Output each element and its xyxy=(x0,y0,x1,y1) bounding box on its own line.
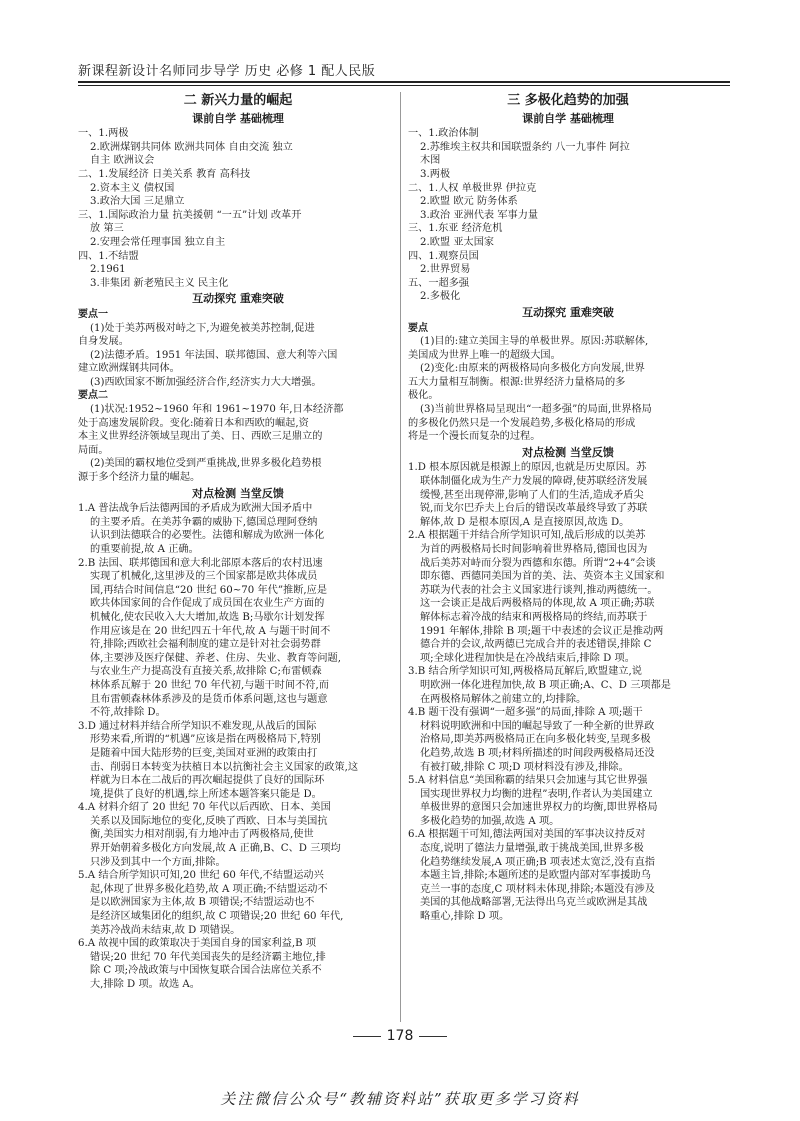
text-line: (3)当前世界格局呈现出“一超多强”的局面,世界格局 xyxy=(420,404,652,416)
text-line: 与农业生产力提高没有直接关系,故排除 C;布雷顿森 xyxy=(90,666,322,678)
text-line: 6.A 故视中国的政策取决于美国自身的国家利益,B 项 xyxy=(78,938,317,950)
text-line: 锐,而戈尔巴乔夫上台后的错误改革最终导致了苏联 xyxy=(420,503,648,515)
text-line: 自主 欧洲议会 xyxy=(90,155,155,167)
check-answers xyxy=(408,461,728,923)
header-rule-thin xyxy=(78,85,730,86)
text-line: 界开始朝着多极化方向发展,故 A 正确,B、C、D 三项均 xyxy=(90,843,341,855)
text-line: 自身发展。 xyxy=(78,336,129,348)
text-line: 2.B 法国、联邦德国和意大利北部原本落后的农村迅速 xyxy=(78,557,323,569)
text-line: 起,体现了世界多极化趋势,故 A 项正确;不结盟运动不 xyxy=(90,883,328,895)
text-line: 击、削弱日本转变为扶植日本以抗衡社会主义国家的政策,这 xyxy=(90,761,359,773)
text-line: 3.政治 亚洲代表 军事力量 xyxy=(420,209,539,221)
text-line: 治格局,即美苏两极格局正在向多极化转变,呈现多极 xyxy=(420,734,651,746)
text-line: 二、1.人权 单极世界 伊拉克 xyxy=(408,182,537,194)
text-line: 2.世界贸易 xyxy=(420,264,471,276)
text-line: 处于高速发展阶段。变化:随着日本和西欧的崛起,资 xyxy=(78,417,309,429)
text-line: 为首的两极格局长时间影响着世界格局,德国也因为 xyxy=(420,544,648,555)
text-line: 2.1961 xyxy=(90,264,126,276)
running-header: 新课程新设计名师同步导学 历史 必修 1 配人民版 xyxy=(78,64,376,79)
text-line: 1991 年解体,排除 B 项;题干中表述的会议正是推动两 xyxy=(420,625,664,637)
text-line: 材料说明欧洲和中国的崛起导致了一种全新的世界政 xyxy=(420,720,655,732)
text-line: 是经济区域集团化的组织,故 C 项错误;20 世纪 60 年代, xyxy=(90,911,344,923)
text-line: 2.安理会常任理事国 独立自主 xyxy=(90,236,226,248)
text-line: 3.B 结合所学知识可知,两极格局瓦解后,欧盟建立,说 xyxy=(408,666,642,678)
text-line: 缓慢,甚至出现停滞,影响了人们的生活,造成矛盾尖 xyxy=(420,489,644,501)
text-line: 2.欧盟 欧元 防务体系 xyxy=(420,196,518,208)
text-line: 一、1.两极 xyxy=(78,128,129,140)
text-line: 局面。 xyxy=(78,444,109,456)
text-line: 4.B 题干没有强调“一超多强”的局面,排除 A 项;题干 xyxy=(408,707,643,719)
text-line: 2.资本主义 债权国 xyxy=(90,182,175,194)
text-line: 苏联为代表的社会主义国家进行谈判,推动两德统一。 xyxy=(420,584,658,596)
text-line: 国实现世界权力均衡的进程”表明,作者认为美国建立 xyxy=(420,788,653,800)
text-line: 多极化趋势的加强,故选 A 项。 xyxy=(420,815,560,827)
text-line: 只涉及到其中一个方面,排除。 xyxy=(90,856,226,868)
text-line: 四、1.观察员国 xyxy=(408,250,479,262)
text-line: (1)目的:建立美国主导的单极世界。原因:苏联解体, xyxy=(420,336,649,348)
footer-note: 关注微信公众号“教辅资料站”获取更多学习资料 xyxy=(220,1090,580,1108)
text-line: 项;全球化进程加快是在冷战结束后,排除 D 项。 xyxy=(420,652,635,664)
text-line: 略重心,排除 D 项。 xyxy=(420,911,510,923)
text-line: 3.政治大国 三足鼎立 xyxy=(90,196,185,208)
text-line: 化趋势,故选 B 项;材料所描述的时间段两极格局还没 xyxy=(420,747,655,759)
text-line: 且布雷顿森林体系涉及的是货币体系问题,这也与题意 xyxy=(90,693,328,705)
text-line: 5.A 结合所学知识可知,20 世纪 60 年代,不结盟运动兴 xyxy=(78,870,324,882)
text-line: 本主义世界经济领域呈现出了美、日、西欧三足鼎立的 xyxy=(78,431,323,443)
text-line: 联体制僵化成为生产力发展的障碍,使苏联经济发展 xyxy=(420,476,648,488)
text-line: 极化。 xyxy=(408,390,439,402)
text-line: 美苏冷战尚未结束,故 D 项错误。 xyxy=(90,924,241,936)
key-point-label: 要点一 xyxy=(78,308,108,320)
text-line: 错误;20 世纪 70 年代美国丧失的是经济霸主地位,排 xyxy=(90,951,326,963)
right-column xyxy=(408,92,728,924)
text-line: 作用应该是在 20 世纪四五十年代,故 A 与题干时间不 xyxy=(90,625,331,637)
explore-title: 互动探究 重难突破 xyxy=(522,305,614,319)
text-line: 的多极化仍然只是一个发展趋势,多极化格局的形成 xyxy=(408,417,636,429)
text-line: 2.欧盟 亚太国家 xyxy=(420,236,495,248)
text-line: 是以欧洲国家为主体,故 B 项错误;不结盟运动也不 xyxy=(90,897,315,909)
header-rule xyxy=(78,81,730,83)
text-line: 认识到法德联合的必要性。法德和解成为欧洲一体化 xyxy=(90,530,325,542)
pre-study-answers xyxy=(408,127,728,304)
pre-study-answers xyxy=(78,127,398,290)
text-line: 二、1.发展经济 日美关系 教育 高科技 xyxy=(78,168,251,180)
text-line: 机械化,使农民收入大大增加,故选 B;马歇尔计划发挥 xyxy=(90,611,325,623)
text-line: 1.D 根本原因就是根源上的原因,也就是历史原因。苏 xyxy=(408,462,647,474)
text-line: 大,排除 D 项。故选 A。 xyxy=(90,979,200,990)
text-line: 林体系瓦解于 20 世纪 70 年代初,与题干时间不符,而 xyxy=(90,679,329,691)
text-line: 放 第三 xyxy=(90,223,124,235)
text-line: 的主要矛盾。在美苏争霸的威胁下,德国总理阿登纳 xyxy=(90,516,318,528)
text-line: 这一会谈正是战后两极格局的体现,故 A 项正确;苏联 xyxy=(420,598,655,610)
text-line: 2.苏维埃主权共和国联盟条约 八一九事件 阿拉 xyxy=(420,141,630,153)
check-title: 对点检测 当堂反馈 xyxy=(522,445,614,459)
text-line: 明欧洲一体化进程加快,故 B 项正确;A、C、D 三项都是 xyxy=(420,679,671,691)
text-line: 国,再结合时间信息“20 世纪 60~70 年代”推断,应是 xyxy=(90,584,328,596)
key-point-label: 要点二 xyxy=(78,390,108,402)
text-line: 建立欧洲煤钢共同体。 xyxy=(78,363,180,375)
text-line: (2)法德矛盾。1951 年法国、联邦德国、意大利等六国 xyxy=(90,349,338,361)
text-line: 德合并的会议,故两德已完成合并的表述错误,排除 C xyxy=(420,639,652,651)
text-line: 体,主要涉及医疗保健、养老、住房、失业、教育等问题, xyxy=(90,652,341,664)
text-line: 实现了机械化,这里涉及的三个国家都是欧共体成员 xyxy=(90,571,318,583)
text-line: 衡,美国实力相对削弱,有力地冲击了两极格局,使世 xyxy=(90,829,314,841)
text-line: 三、1.东亚 经济危机 xyxy=(408,223,503,235)
section-title: 二 新兴力量的崛起 xyxy=(183,93,293,108)
explore-answers xyxy=(78,308,398,485)
text-line: (1)状况:1952~1960 年和 1961~1970 年,日本经济都 xyxy=(90,404,344,416)
text-line: 形势来看,所谓的“机遇”应该是指在两极格局下,特别 xyxy=(90,734,321,746)
text-line: 本题主旨,排除;本题所述的是欧盟内部对军事援助乌 xyxy=(420,870,651,882)
text-line: (2)变化:由原来的两极格局向多极化方向发展,世界 xyxy=(420,363,645,375)
text-line: 欧共体国家间的合作促成了成员国在农业生产方面的 xyxy=(90,598,325,610)
text-line: 6.A 根据题干可知,德法两国对美国的军事决议持反对 xyxy=(408,829,646,841)
text-line: 美国的其他战略部署,无法得出乌克兰或欧洲是其战 xyxy=(420,897,648,909)
text-line: 3.D 通过材料并结合所学知识不难发现,从战后的国际 xyxy=(78,720,317,732)
text-line: 源于多个经济力量的崛起。 xyxy=(78,472,201,484)
explore-title: 互动探究 重难突破 xyxy=(192,292,284,306)
text-line: 将是一个漫长而复杂的过程。 xyxy=(408,431,541,443)
page-number xyxy=(0,1028,800,1044)
text-line: 美国成为世界上唯一的超级大国。 xyxy=(408,349,561,361)
text-line: 一、1.政治体制 xyxy=(408,128,479,140)
text-line: 5.A 材料信息“美国称霸的结果只会加速与其它世界强 xyxy=(408,775,648,787)
text-line: 符,排除;西欧社会福利制度的建立是针对社会弱势群 xyxy=(90,639,321,651)
text-line: 态度,说明了德法力量增强,敢于挑战美国,世界多极 xyxy=(420,843,644,855)
text-line: (3)西欧国家不断加强经济合作,经济实力大大增强。 xyxy=(90,376,322,388)
text-line: 4.A 材料介绍了 20 世纪 70 年代以后西欧、日本、美国 xyxy=(78,802,331,814)
left-column xyxy=(78,92,398,992)
dash-left xyxy=(353,1036,381,1037)
text-line: 四、1.不结盟 xyxy=(78,250,139,262)
dash-right xyxy=(419,1036,447,1037)
text-line: 五、一超多强 xyxy=(408,277,470,289)
text-line: 克兰一事的态度,C 项材料未体现,排除;本题没有涉及 xyxy=(420,883,655,895)
text-line: 即东德、西德同美国为首的美、法、英资本主义国家和 xyxy=(420,571,665,583)
pre-study-title: 课前自学 基础梳理 xyxy=(522,111,614,125)
text-line: (1)处于美苏两极对峙之下,为避免被美苏控制,促进 xyxy=(90,322,315,334)
explore-answers xyxy=(408,322,728,444)
text-line: 关系以及国际地位的变化,反映了西欧、日本与美国抗 xyxy=(90,815,328,827)
text-line: 解体标志着冷战的结束和两极格局的终结,而苏联于 xyxy=(420,611,648,623)
check-title: 对点检测 当堂反馈 xyxy=(192,486,284,500)
text-line: 五大力量相互制衡。根源:世界经济力量格局的多 xyxy=(408,376,626,388)
column-divider xyxy=(400,92,401,1022)
text-line: 3.非集团 新老殖民主义 民主化 xyxy=(90,277,229,289)
text-line: 除 C 项;冷战政策与中国恢复联合国合法席位关系不 xyxy=(90,965,322,977)
text-line: 2.A 根据题干并结合所学知识可知,战后形成的以美苏 xyxy=(408,530,646,542)
text-line: 样就为日本在二战后的再次崛起提供了良好的国际环 xyxy=(90,775,325,787)
section-title: 三 多极化趋势的加强 xyxy=(507,93,629,108)
text-line: 木图 xyxy=(420,155,441,167)
pre-study-title: 课前自学 基础梳理 xyxy=(192,111,284,125)
text-line: 2.欧洲煤钢共同体 欧洲共同体 自由交流 独立 xyxy=(90,141,293,153)
check-answers xyxy=(78,502,398,991)
text-line: 是随着中国大陆形势的巨变,美国对亚洲的政策由打 xyxy=(90,747,318,759)
text-line: 的重要前提,故 A 正确。 xyxy=(90,544,199,555)
text-line: 单极世界的意图只会加速世界权力的均衡,即世界格局 xyxy=(420,802,658,814)
text-line: 1.A 普法战争后法德两国的矛盾成为欧洲大国矛盾中 xyxy=(78,503,313,515)
text-line: 有被打破,排除 C 项;D 项材料没有涉及,排除。 xyxy=(420,761,629,773)
text-line: 境,提供了良好的机遇,综上所述本题答案只能是 D。 xyxy=(90,788,322,800)
text-line: 化趋势继续发展,A 项正确;B 项表述太宽泛,没有直指 xyxy=(420,856,655,868)
text-line: 不符,故排除 D。 xyxy=(90,707,166,719)
text-line: 2.多极化 xyxy=(420,291,461,303)
page-number-text: 178 xyxy=(386,1028,414,1044)
key-point-label: 要点 xyxy=(408,322,428,334)
text-line: 战后美苏对峙而分裂为西德和东德。所谓“2+4”会谈 xyxy=(420,557,656,569)
text-line: 三、1.国际政治力量 抗美援朝 “一五”计划 改革开 xyxy=(78,209,302,221)
text-line: 解体,故 D 是根本原因,A 是直接原因,故选 D。 xyxy=(420,516,630,528)
text-line: (2)美国的霸权地位受到严重挑战,世界多极化趋势根 xyxy=(90,458,322,470)
text-line: 在两极格局解体之前建立的,均排除。 xyxy=(420,693,587,705)
text-line: 3.两极 xyxy=(420,168,451,180)
